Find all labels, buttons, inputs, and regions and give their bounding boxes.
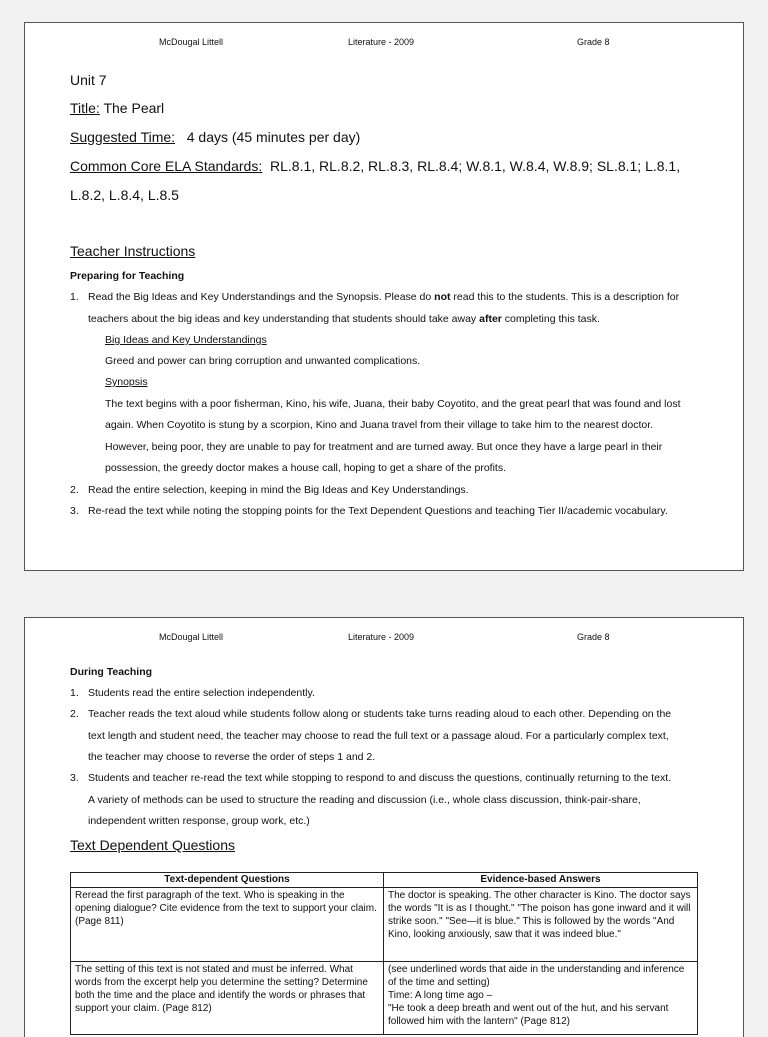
step-1-line-2-a: teachers about the big ideas and key understanding that students should take away [88, 313, 480, 325]
suggested-time-label: Suggested Time: [70, 129, 176, 145]
table-row [71, 888, 698, 962]
during-step-2-number: 2. [70, 708, 79, 720]
during-step-3-line: Students and teacher re-read the text while stopping to respond to and discuss the questions, continually returning to the text. [88, 772, 672, 784]
step-1-line-2 [88, 312, 600, 326]
during-step-3-number: 3. [70, 772, 79, 784]
during-teaching-heading: During Teaching [70, 666, 153, 678]
questions-table [70, 872, 698, 1035]
step-3-text: Re-read the text while noting the stopping points for the Text Dependent Questions and teaching Tier II/academic vocabulary. [88, 505, 668, 517]
step-1-text-b: read this to the students. This is a description for [450, 291, 680, 303]
step-1-text-a: Read the Big Ideas and Key Understandings and the Synopsis. Please do [88, 291, 435, 303]
step-1-line-1 [88, 290, 679, 304]
header-grade: Grade 8 [577, 632, 610, 642]
big-ideas-heading: Big Ideas and Key Understandings [105, 334, 267, 346]
answer-cell: The doctor is speaking. The other character is Kino. The doctor says the words "It is as I thought." "The poison has gone inward and it will strike soon." "See—it is blue." This is followed by the words "And Kino, looking anxiously, saw that it was indeed blue." [384, 888, 698, 962]
answer-line: Time: A long time ago – [388, 990, 493, 1001]
synopsis-line: The text begins with a poor fisherman, Kino, his wife, Juana, their baby Coyotito, and the great pearl that was found and lost [105, 398, 681, 410]
suggested-time-line [70, 128, 360, 146]
synopsis-line: However, being poor, they are unable to pay for treatment and are turned away. But once they have a large pearl in their [105, 441, 663, 453]
header-literature: Literature - 2009 [348, 632, 415, 642]
step-3-number: 3. [70, 505, 79, 517]
header-publisher: McDougal Littell [159, 632, 224, 642]
synopsis-heading: Synopsis [105, 376, 148, 388]
during-step-1-number: 1. [70, 687, 79, 699]
title-value: The Pearl [103, 100, 165, 116]
answer-line: "He took a deep breath and went out of the hut, and his servant followed him with the lantern" (Page 812) [388, 1003, 669, 1027]
title-label: Title: [70, 100, 100, 116]
question-cell: The setting of this text is not stated and must be inferred. What words from the excerpt help you determine the setting? Determine both the time and the place and identify the words or phrases that support your claim. (Page 812) [71, 962, 384, 1035]
during-step-2-line: text length and student need, the teacher may choose to read the full text or a passage aloud. For a particularly complex text, [88, 730, 669, 742]
step-1-number: 1. [70, 291, 79, 303]
suggested-time-value: 4 days (45 minutes per day) [186, 129, 361, 145]
column-header-questions: Text-dependent Questions [71, 873, 384, 888]
header-publisher: McDougal Littell [159, 37, 224, 47]
during-step-3-line: A variety of methods can be used to structure the reading and discussion (i.e., whole class discussion, think-pair-share, [88, 794, 641, 806]
during-step-2-line: the teacher may choose to reverse the order of steps 1 and 2. [88, 751, 376, 763]
text-dependent-questions-heading: Text Dependent Questions [70, 837, 235, 853]
page-header [25, 37, 743, 49]
step-1-after: after [479, 313, 502, 325]
column-header-answers: Evidence-based Answers [384, 873, 698, 888]
page-header [25, 632, 743, 644]
step-2-text: Read the entire selection, keeping in mind the Big Ideas and Key Understandings. [88, 484, 469, 496]
document-page-1 [24, 22, 744, 571]
step-1-line-2-b: completing this task. [501, 313, 600, 325]
during-step-1-line: Students read the entire selection independently. [88, 687, 315, 699]
step-2-number: 2. [70, 484, 79, 496]
during-step-2-line: Teacher reads the text aloud while students follow along or students take turns reading aloud to each other. Depending on the [88, 708, 672, 720]
preparing-heading: Preparing for Teaching [70, 270, 185, 282]
title-line [70, 99, 164, 117]
header-literature: Literature - 2009 [348, 37, 415, 47]
synopsis-line: possession, the greedy doctor makes a house call, hoping to get a share of the profits. [105, 462, 506, 474]
standards-value: RL.8.1, RL.8.2, RL.8.3, RL.8.4; W.8.1, W.8.4, W.8.9; SL.8.1; L.8.1, [270, 158, 681, 174]
standards-line [70, 157, 680, 175]
standards-value-cont: L.8.2, L.8.4, L.8.5 [70, 187, 179, 203]
header-grade: Grade 8 [577, 37, 610, 47]
answer-line: (see underlined words that aide in the understanding and inference of the time and setting) [388, 964, 685, 988]
big-ideas-text: Greed and power can bring corruption and unwanted complications. [105, 355, 421, 367]
question-cell: Reread the first paragraph of the text. Who is speaking in the opening dialogue? Cite evidence from the text to support your claim. (Page 811) [71, 888, 384, 962]
synopsis-line: again. When Coyotito is stung by a scorpion, Kino and Juana travel from their village to take him to the nearest doctor. [105, 419, 654, 431]
table-header-row [71, 873, 698, 888]
step-1-not: not [434, 291, 451, 303]
standards-label: Common Core ELA Standards: [70, 158, 263, 174]
during-step-3-line: independent written response, group work, etc.) [88, 815, 310, 827]
teacher-instructions-heading: Teacher Instructions [70, 243, 196, 259]
document-page-2 [24, 617, 744, 1037]
unit-label: Unit 7 [70, 72, 107, 88]
